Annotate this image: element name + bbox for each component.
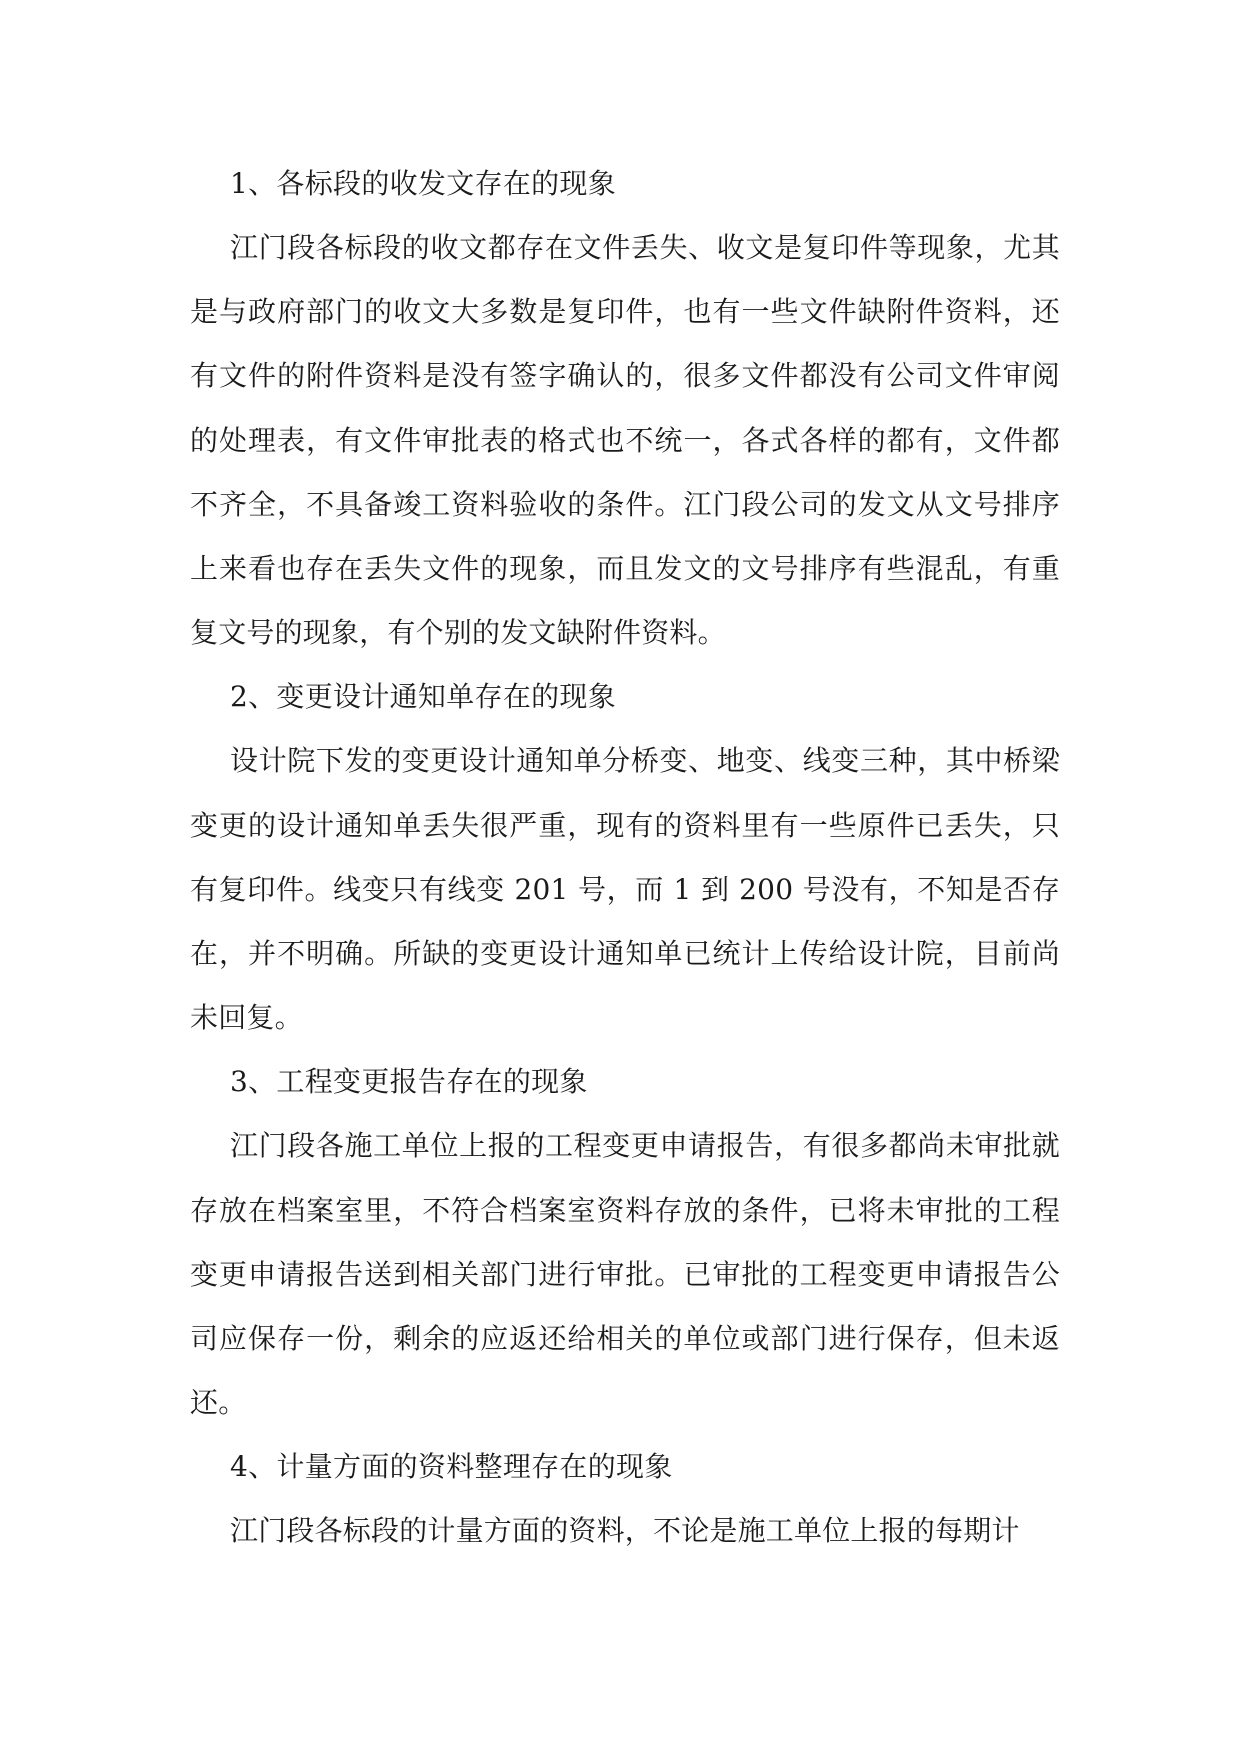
section-paragraph: 江门段各施工单位上报的工程变更申请报告，有很多都尚未审批就存放在档案室里，不符合档案室资料存放的条件，已将未审批的工程变更申请报告送到相关部门进行审批。已审批的工程变更申请报告公司应保存一份，剩余的应返还给相关的单位或部门进行保存，但未返还。 [190,1129,1060,1420]
section-heading: 3、工程变更报告存在的现象 [230,1065,588,1099]
section-3 [190,1050,1060,1435]
section-paragraph: 江门段各标段的收文都存在文件丢失、收文是复印件等现象，尤其是与政府部门的收文大多数是复印件，也有一些文件缺附件资料，还有文件的附件资料是没有签字确认的，很多文件都没有公司文件审阅的处理表，有文件审批表的格式也不统一，各式各样的都有，文件都不齐全，不具备竣工资料验收的条件。江门段公司的发文从文号排序上来看也存在丢失文件的现象，而且发文的文号排序有些混乱，有重复文号的现象，有个别的发文缺附件资料。 [190,231,1060,650]
section-heading: 2、变更设计通知单存在的现象 [230,680,617,714]
section-paragraph: 设计院下发的变更设计通知单分桥变、地变、线变三种，其中桥梁变更的设计通知单丢失很严重，现有的资料里有一些原件已丢失，只有复印件。线变只有线变 201 号，而 1 到 200 号没有，不知是否存在，并不明确。所缺的变更设计通知单已统计上传给设计院，目前尚未回复。 [190,744,1060,1035]
section-2 [190,665,1060,1050]
section-1 [190,152,1060,665]
section-heading: 4、计量方面的资料整理存在的现象 [230,1450,673,1484]
section-heading: 1、各标段的收发文存在的现象 [230,167,617,200]
section-4 [190,1435,1060,1563]
document-body [190,152,1060,1564]
section-paragraph: 江门段各标段的计量方面的资料，不论是施工单位上报的每期计 [230,1514,1020,1548]
